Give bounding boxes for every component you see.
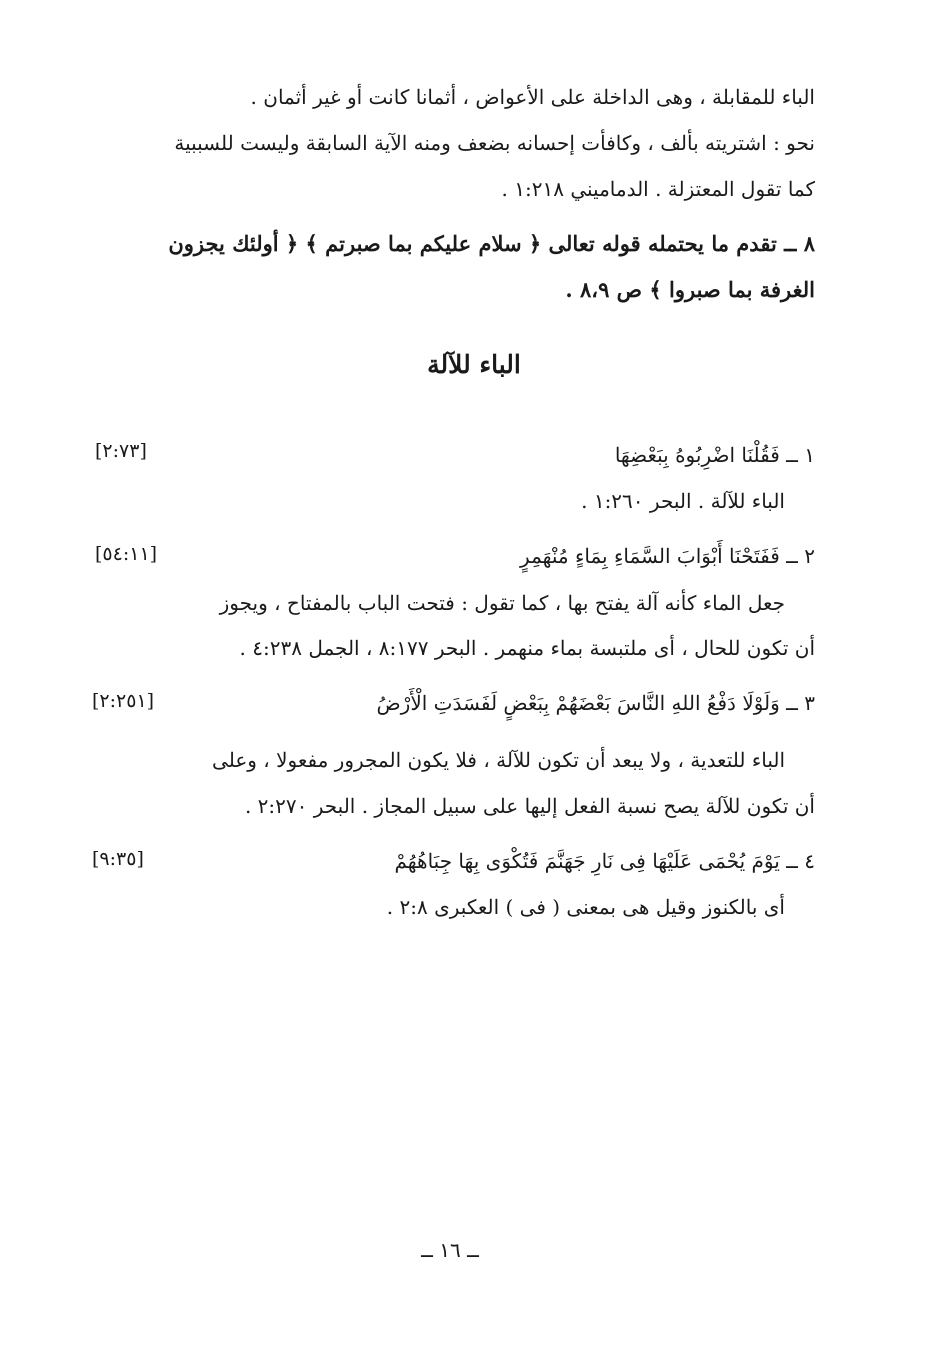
entry-2-ref: [٥٤:١١] [95,543,158,565]
page-number: ــ ١٦ ــ [421,1238,479,1262]
entry-1-ref: [٢:٧٣] [95,440,147,462]
section-title: الباء للآلة [427,350,521,379]
entry-4-note-1: أى بالكنوز وقيل هى بمعنى ( فى ) العكبرى ٢:٨ . [386,895,785,919]
entry-2-note-1: جعل الماء كأنه آلة يفتح بها ، كما تقول : فتحت الباب بالمفتاح ، ويجوز [219,591,785,615]
top-line-3: كما تقول المعتزلة . الدماميني ١:٢١٨ . [501,177,815,201]
top-line-2: نحو : اشتريته بألف ، وكافأت إحسانه بضعف ومنه الآية السابقة وليست للسببية [174,131,815,155]
entry-1-note-1: الباء للآلة . البحر ١:٢٦٠ . [581,489,785,513]
entry-2-verse: ٢ ــ فَفَتَحْنَا أَبْوَابَ السَّمَاءِ بِمَاءٍ مُنْهَمِرٍ [520,544,815,568]
note-8-line-1: ٨ ــ تقدم ما يحتمله قوله تعالى ﴿ سلام عليكم بما صبرتم ﴾ ﴿ أولئك يجزون [168,231,815,256]
entry-4-ref: [٩:٣٥] [92,848,144,870]
top-line-1: الباء للمقابلة ، وهى الداخلة على الأعواض ، أثمانا كانت أو غير أثمان . [250,85,815,109]
entry-1-verse: ١ ــ فَقُلْنَا اضْرِبُوهُ بِبَعْضِهَا [614,443,815,467]
note-8-line-2: الغرفة بما صبروا ﴾ ص ٨،٩ . [565,277,815,302]
entry-3-note-2: أن تكون للآلة يصح نسبة الفعل إليها على سبيل المجاز . البحر ٢:٢٧٠ . [244,794,815,818]
entry-3-ref: [٢:٢٥١] [92,690,155,712]
entry-2-note-2: أن تكون للحال ، أى ملتبسة بماء منهمر . البحر ٨:١٧٧ ، الجمل ٤:٢٣٨ . [239,636,815,660]
entry-3-verse: ٣ ــ وَلَوْلَا دَفْعُ اللهِ النَّاسَ بَعْضَهُمْ بِبَعْضٍ لَفَسَدَتِ الْأَرْضُ [376,691,815,715]
entry-3-note-1: الباء للتعدية ، ولا يبعد أن تكون للآلة ، فلا يكون المجرور مفعولا ، وعلى [212,748,785,772]
entry-4-verse: ٤ ــ يَوْمَ يُحْمَى عَلَيْهَا فِى نَارِ جَهَنَّمَ فَتُكْوَى بِهَا جِبَاهُهُمْ [394,849,815,873]
